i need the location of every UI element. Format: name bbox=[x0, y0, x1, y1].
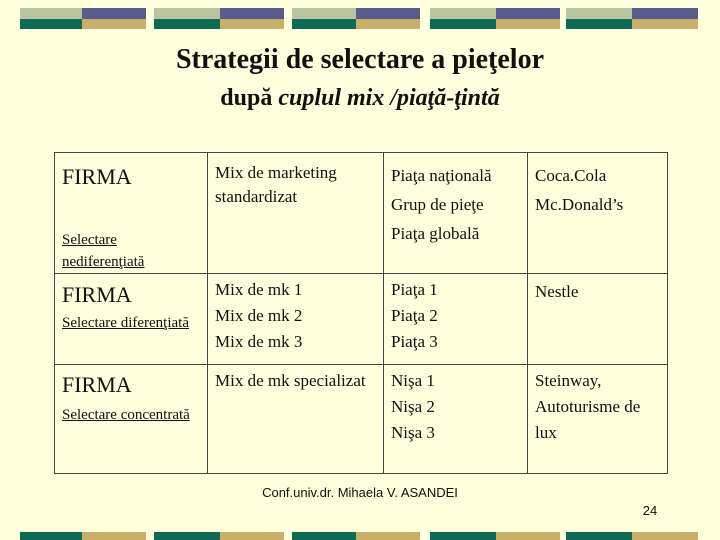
row1-mix: Mix de marketing standardizat bbox=[215, 163, 337, 206]
market-item: Piaţa 3 bbox=[391, 332, 438, 351]
row2-markets bbox=[391, 277, 438, 355]
market-item: Piaţa 1 bbox=[391, 280, 438, 299]
page-number: 24 bbox=[642, 503, 658, 518]
table-divider bbox=[207, 153, 208, 473]
table-divider bbox=[527, 153, 528, 473]
table-divider bbox=[383, 153, 384, 473]
example-item: Mc.Donald’s bbox=[535, 195, 624, 214]
strategy-table bbox=[54, 152, 668, 474]
row2-selection: Selectare diferenţiată bbox=[62, 315, 190, 331]
top-decoration bbox=[0, 0, 720, 40]
example-item: Coca.Cola bbox=[535, 166, 607, 185]
row1-markets bbox=[391, 161, 492, 248]
subtitle-italic: cuplul mix /piaţă-ţintă bbox=[278, 85, 500, 111]
market-item: Piaţa naţională bbox=[391, 166, 492, 185]
row2-firma: FIRMA bbox=[62, 282, 132, 307]
table-divider bbox=[55, 273, 667, 274]
market-item: Grup de pieţe bbox=[391, 195, 484, 214]
slide-subtitle bbox=[0, 85, 720, 112]
market-item: Nişa 2 bbox=[391, 397, 435, 416]
row3-examples: Steinway, Autoturisme de lux bbox=[535, 371, 641, 442]
row2-examples bbox=[535, 279, 578, 304]
row3-markets bbox=[391, 368, 435, 446]
example-item: Nestle bbox=[535, 282, 579, 301]
row3-firma: FIRMA bbox=[62, 372, 132, 397]
mix-item: Mix de mk 1 bbox=[215, 280, 303, 299]
market-item: Piaţa globală bbox=[391, 224, 480, 243]
table-divider bbox=[55, 364, 667, 365]
row1-examples bbox=[535, 161, 623, 219]
row3-selection: Selectare concentrată bbox=[62, 407, 190, 423]
subtitle-prefix: după bbox=[220, 85, 273, 111]
row1-selection: Selectare nediferenţiată bbox=[62, 232, 145, 270]
row3-mix: Mix de mk specializat bbox=[215, 371, 366, 390]
market-item: Nişa 1 bbox=[391, 371, 435, 390]
mix-item: Mix de mk 2 bbox=[215, 306, 303, 325]
market-item: Nişa 3 bbox=[391, 423, 435, 442]
row2-mix bbox=[215, 277, 302, 355]
row1-firma: FIRMA bbox=[62, 164, 132, 189]
slide-title: Strategii de selectare a pieţelor bbox=[175, 44, 544, 75]
bottom-decoration bbox=[0, 532, 720, 540]
mix-item: Mix de mk 3 bbox=[215, 332, 303, 351]
footer-author: Conf.univ.dr. Mihaela V. ASANDEI bbox=[262, 485, 458, 500]
market-item: Piaţa 2 bbox=[391, 306, 438, 325]
